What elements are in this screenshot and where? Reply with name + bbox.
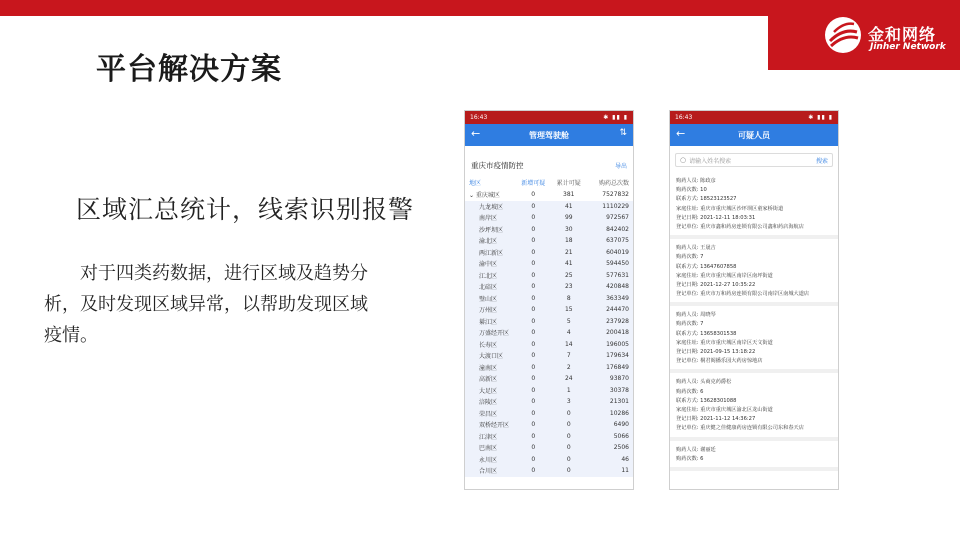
table-row[interactable] [465, 396, 633, 408]
status-bar [670, 111, 838, 124]
region-name: 北碚区 [479, 284, 498, 292]
filter-icon[interactable]: ⇅ [619, 128, 627, 138]
table-row[interactable] [465, 235, 633, 247]
region-name: 沙坪坝区 [479, 226, 504, 234]
table-row[interactable] [465, 247, 633, 259]
slide-description: 对于四类药数据，进行区域及趋势分析，及时发现区域异常，以帮助发现区域疫情。 [44, 263, 368, 346]
new-suspect-count: 0 [531, 375, 536, 383]
region-title: 重庆市疫情防控 [471, 160, 524, 170]
table-row[interactable] [465, 385, 633, 397]
new-suspect-count: 0 [531, 352, 536, 360]
suspect-field: 登记单位: 桐君阁播乐园大药房惊地店 [676, 358, 763, 365]
table-row[interactable] [465, 316, 633, 328]
new-suspect-count: 0 [531, 191, 536, 199]
purchase-count: 1110229 [602, 202, 629, 210]
column-header-count[interactable]: 购药总次数 [598, 179, 629, 187]
search-button[interactable]: 搜索 [815, 158, 828, 165]
search-icon: ○ [680, 156, 687, 164]
app-bar [465, 124, 633, 146]
suspect-field: 登记日期: 2021-12-11 18:03:31 [676, 214, 756, 221]
total-suspect-count: 0 [566, 444, 571, 452]
purchase-count: 6490 [613, 421, 629, 429]
total-suspect-count: 25 [564, 271, 573, 279]
total-suspect-count: 8 [566, 294, 571, 302]
suspect-field: 购药次数: 7 [676, 254, 704, 261]
new-suspect-count: 0 [531, 432, 536, 440]
region-name: 两江新区 [479, 249, 504, 257]
suspect-field: 购药人员: 陈政彦 [676, 178, 716, 184]
back-arrow-icon[interactable]: ← [471, 127, 481, 140]
purchase-count: 420848 [606, 283, 629, 291]
table-row[interactable] [465, 224, 633, 236]
region-name: 合川区 [479, 468, 498, 476]
new-suspect-count: 0 [531, 202, 536, 210]
suspect-field: 购药人员: 王晟吉 [676, 245, 716, 252]
new-suspect-count: 0 [531, 271, 536, 279]
export-button[interactable]: 导出 [614, 162, 627, 170]
new-suspect-count: 0 [531, 467, 536, 475]
new-suspect-count: 0 [531, 306, 536, 314]
column-header-region[interactable]: 地区 [469, 179, 482, 187]
suspect-field: 登记日期: 2021-09-15 13:18:22 [676, 349, 756, 355]
table-row[interactable] [465, 304, 633, 316]
new-suspect-count: 0 [531, 398, 536, 406]
region-table-body [465, 189, 633, 477]
suspect-card[interactable] [670, 239, 838, 306]
purchase-count: 594450 [606, 260, 629, 268]
new-suspect-count: 0 [531, 283, 536, 291]
total-suspect-count: 24 [564, 375, 573, 383]
total-suspect-count: 0 [566, 409, 571, 417]
region-name: 万盛经开区 [479, 330, 510, 338]
new-suspect-count: 0 [531, 294, 536, 302]
status-bar [465, 111, 633, 124]
purchase-count: 46 [621, 455, 629, 463]
table-row[interactable] [465, 327, 633, 339]
region-name: 涪陵区 [479, 399, 498, 407]
suspect-card[interactable] [670, 172, 838, 239]
purchase-count: 7527832 [602, 191, 629, 199]
region-name: 大足区 [479, 387, 498, 395]
table-row[interactable] [465, 419, 633, 431]
total-suspect-count: 18 [564, 237, 573, 245]
total-suspect-count: 14 [564, 340, 573, 348]
region-name: 渝北区 [479, 238, 498, 246]
suspect-field: 联系方式: 13647607858 [676, 263, 737, 270]
brand-name-en: Jinher Network [870, 42, 946, 52]
region-name: 万州区 [479, 307, 498, 315]
suspect-card[interactable] [670, 441, 838, 471]
region-name: 永川区 [479, 456, 498, 464]
back-arrow-icon[interactable]: ← [676, 127, 686, 140]
total-suspect-count: 0 [566, 455, 571, 463]
purchase-count: 5066 [613, 432, 629, 440]
suspect-field: 登记单位: 重庆市鑫和药房连锁有限公司鑫和药店海航店 [676, 223, 804, 230]
new-suspect-count: 0 [531, 363, 536, 371]
new-suspect-count: 0 [531, 444, 536, 452]
region-name: 大渡口区 [479, 353, 504, 361]
total-suspect-count: 381 [563, 191, 575, 199]
table-row[interactable] [465, 350, 633, 362]
total-suspect-count: 7 [566, 352, 571, 360]
suspect-field: 购药次数: 10 [676, 187, 707, 194]
status-icons: ✱ ▮▮ ▮ [808, 114, 833, 121]
search-placeholder: 请输入姓名搜索 [689, 157, 732, 165]
purchase-count: 363349 [606, 294, 629, 302]
suspect-field: 家庭住址: 重庆市重庆城区南岸区南坪街道 [676, 272, 773, 279]
suspect-field: 联系方式: 13628301088 [676, 397, 737, 404]
purchase-count: 842402 [606, 225, 629, 233]
region-name: 璧山区 [479, 295, 498, 303]
status-time: 16:43 [470, 114, 488, 121]
purchase-count: 196005 [606, 340, 629, 348]
suspect-list [670, 172, 838, 471]
region-name: 荣昌区 [479, 410, 498, 418]
table-row[interactable] [465, 465, 633, 477]
purchase-count: 637075 [606, 237, 629, 245]
suspect-card[interactable] [670, 373, 838, 440]
table-header [465, 175, 633, 189]
region-name: 九龙坡区 [479, 203, 504, 211]
purchase-count: 972567 [606, 214, 629, 222]
new-suspect-count: 0 [531, 421, 536, 429]
new-suspect-count: 0 [531, 455, 536, 463]
new-suspect-count: 0 [531, 409, 536, 417]
total-suspect-count: 99 [564, 214, 573, 222]
region-name: 渝中区 [479, 261, 498, 269]
new-suspect-count: 0 [531, 237, 536, 245]
region-name: 巴南区 [479, 445, 498, 453]
region-name: 高新区 [479, 376, 498, 384]
slide-subtitle: 区域汇总统计，线索识别报警 [76, 195, 415, 224]
table-row[interactable] [465, 258, 633, 270]
new-suspect-count: 0 [531, 225, 536, 233]
purchase-count: 93870 [609, 375, 629, 383]
purchase-count: 176849 [606, 363, 629, 371]
table-row[interactable] [465, 431, 633, 443]
total-suspect-count: 3 [566, 398, 571, 406]
table-row[interactable] [465, 454, 633, 466]
page-title: 平台解决方案 [96, 52, 282, 87]
brand-name-cn: 金和网络 [868, 25, 937, 44]
purchase-count: 179634 [606, 352, 629, 360]
suspect-card[interactable] [670, 306, 838, 373]
suspect-field: 购药人员: 头商克药爵松 [676, 379, 732, 386]
region-name: 江北区 [479, 272, 498, 280]
total-suspect-count: 23 [564, 283, 573, 291]
suspect-field: 家庭住址: 重庆市重庆城区渝北区龙山街道 [676, 406, 773, 413]
suspect-field: 登记日期: 2021-12-27 10:35:22 [676, 281, 756, 288]
purchase-count: 200418 [606, 329, 629, 337]
purchase-count: 237928 [606, 317, 629, 325]
suspect-field: 登记日期: 2021-11-12 14:36:27 [676, 416, 756, 423]
brand-logo-icon [822, 14, 864, 56]
new-suspect-count: 0 [531, 214, 536, 222]
table-row[interactable] [465, 408, 633, 420]
table-row[interactable] [465, 270, 633, 282]
total-suspect-count: 0 [566, 467, 571, 475]
table-row[interactable] [465, 339, 633, 351]
new-suspect-count: 0 [531, 260, 536, 268]
table-row[interactable] [465, 373, 633, 385]
app-bar [670, 124, 838, 146]
table-row[interactable] [465, 362, 633, 374]
region-name: 潼南区 [479, 364, 498, 372]
total-suspect-count: 4 [566, 329, 571, 337]
region-name: 江津区 [479, 433, 498, 441]
suspect-field: 登记单位: 重庆健之佳健康药房连锁有限公司东和春天店 [676, 425, 804, 432]
new-suspect-count: 0 [531, 329, 536, 337]
region-name: 南岸区 [479, 215, 498, 223]
purchase-count: 604019 [606, 248, 629, 256]
suspect-field: 购药人员: 谢丽廷 [676, 446, 716, 453]
purchase-count: 21301 [609, 398, 629, 406]
search-input[interactable] [675, 153, 833, 167]
new-suspect-count: 0 [531, 317, 536, 325]
suspect-field: 联系方式: 13658301538 [676, 330, 737, 337]
total-suspect-count: 2 [566, 363, 571, 371]
total-suspect-count: 0 [566, 432, 571, 440]
suspect-field: 联系方式: 18523123527 [676, 196, 737, 203]
suspect-field: 购药次数: 6 [676, 388, 704, 395]
purchase-count: 30378 [609, 386, 629, 394]
new-suspect-count: 0 [531, 340, 536, 348]
column-header-total[interactable]: 累计可疑 [556, 179, 581, 187]
purchase-count: 577631 [606, 271, 629, 279]
status-time: 16:43 [675, 114, 693, 121]
status-icons: ✱ ▮▮ ▮ [603, 114, 628, 121]
suspect-field: 购药次数: 6 [676, 455, 704, 462]
region-name: 綦江区 [479, 318, 498, 326]
suspect-field: 购药人员: 周晓琴 [676, 312, 716, 319]
region-header [465, 155, 633, 175]
region-name: 双桥经开区 [479, 422, 510, 430]
suspect-field: 购药次数: 7 [676, 321, 704, 328]
phone-suspects [669, 110, 839, 490]
table-row[interactable] [465, 189, 633, 201]
app-bar-title: 可疑人员 [738, 130, 770, 140]
total-suspect-count: 0 [566, 421, 571, 429]
phone-dashboard [464, 110, 634, 490]
total-suspect-count: 41 [564, 202, 573, 210]
table-row[interactable] [465, 201, 633, 213]
region-name: 长寿区 [479, 341, 498, 349]
new-suspect-count: 0 [531, 386, 536, 394]
table-row[interactable] [465, 293, 633, 305]
total-suspect-count: 30 [564, 225, 573, 233]
total-suspect-count: 41 [564, 260, 573, 268]
suspect-field: 家庭住址: 重庆市重庆城区沙坪坝区童家桥街道 [676, 205, 784, 212]
table-row[interactable] [465, 442, 633, 454]
total-suspect-count: 1 [566, 386, 571, 394]
total-suspect-count: 5 [566, 317, 571, 325]
table-row[interactable] [465, 212, 633, 224]
app-bar-title: 管理驾驶舱 [529, 130, 569, 140]
suspect-field: 登记单位: 重庆市万和药房连锁有限公司南岸区南城大道店 [676, 291, 810, 298]
region-name: ⌄ 重庆城区 [469, 192, 500, 200]
purchase-count: 11 [621, 467, 629, 475]
purchase-count: 244470 [606, 306, 629, 314]
purchase-count: 2506 [613, 444, 629, 452]
column-header-new[interactable]: 新增可疑 [521, 179, 546, 187]
suspect-field: 家庭住址: 重庆市重庆城区南岸区天文街道 [676, 339, 773, 346]
new-suspect-count: 0 [531, 248, 536, 256]
table-row[interactable] [465, 281, 633, 293]
total-suspect-count: 15 [564, 306, 573, 314]
total-suspect-count: 21 [564, 248, 573, 256]
purchase-count: 10286 [609, 409, 629, 417]
